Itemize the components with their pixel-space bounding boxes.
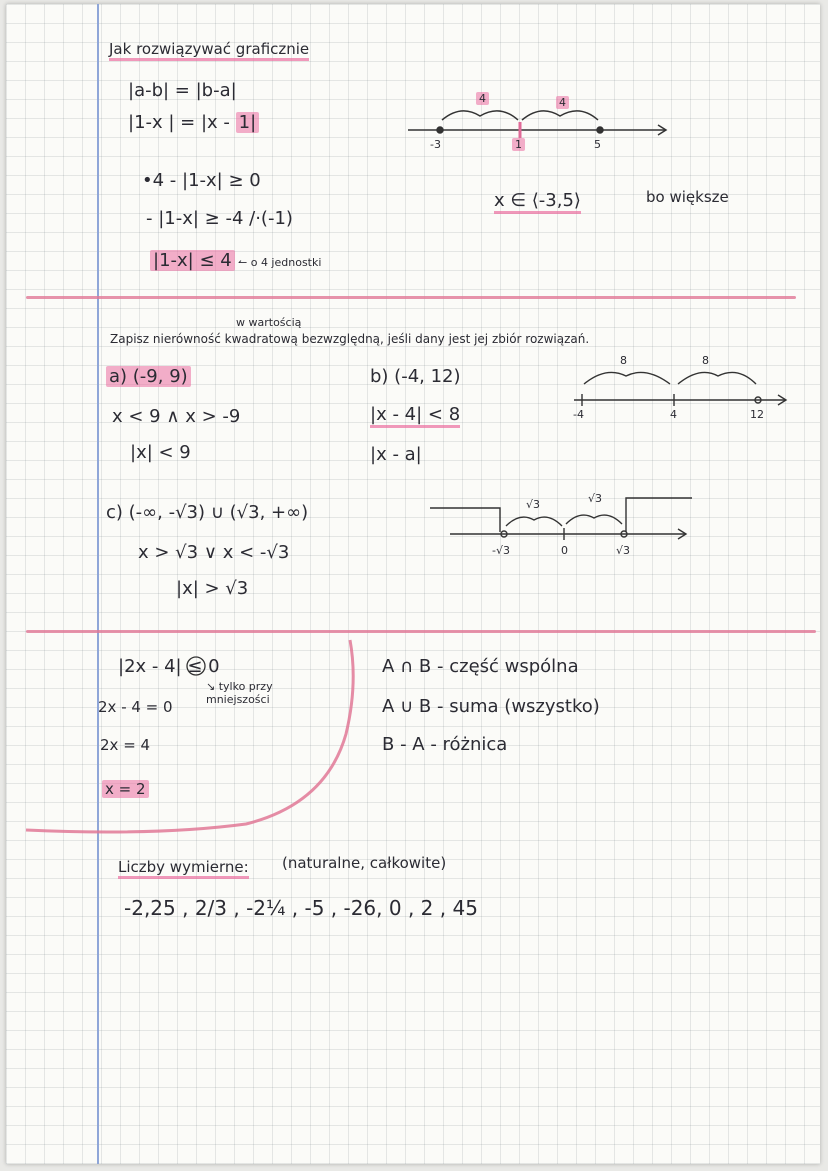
s4-title: Liczby wymierne: (118, 858, 249, 879)
task-text: Zapisz nierówność kwadratową bezwzględną, jeśli dany jest jej zbiór rozwiązań. (110, 332, 590, 346)
nl2-span-label-left: 8 (620, 354, 627, 367)
nl1-span-label-left: 4 (476, 92, 489, 105)
s3-l1: 2x - 4 = 0 (98, 698, 173, 716)
s3-l2: 2x = 4 (100, 736, 151, 754)
section1-title: Jak rozwiązywać graficznie (109, 40, 309, 61)
section1-ineq3-note: ↼ o 4 jednostki (238, 256, 322, 269)
nl1-label-5: 5 (594, 138, 601, 151)
nl2-label-12: 12 (750, 408, 764, 421)
set-intersection: A ∩ B - część wspólna (382, 656, 579, 677)
section3-curve (26, 640, 353, 832)
hand-drawings (6, 4, 820, 1164)
nl3-label-minus-sqrt3: -√3 (492, 544, 510, 557)
part-c-line2: |x| > √3 (176, 578, 249, 599)
section1-ineq1: •4 - |1-x| ≥ 0 (142, 170, 261, 191)
set-union: A ∪ B - suma (wszystko) (382, 696, 600, 717)
notebook-page (6, 4, 820, 1164)
nl3-label-0: 0 (561, 544, 568, 557)
part-c-label: c) (-∞, -√3) ∪ (√3, +∞) (106, 502, 309, 523)
nl1-label-minus3: -3 (430, 138, 441, 151)
section1-answer: x ∈ ⟨-3,5⟩ (494, 190, 581, 214)
task-above: w wartością (236, 316, 302, 329)
s3-note: ↘ tylko przy mniejszości (206, 680, 273, 706)
s3-l3: x = 2 (102, 780, 149, 798)
section1-eq2: |1-x | = |x - 1| (128, 112, 259, 133)
numberline-3 (430, 498, 692, 540)
s4-paren: (naturalne, całkowite) (282, 854, 447, 872)
part-b-line1: |x - 4| < 8 (370, 404, 460, 428)
section1-ineq2: - |1-x| ≥ -4 /·(-1) (146, 208, 293, 229)
part-a-label: a) (-9, 9) (106, 366, 191, 387)
nl1-span-label-right: 4 (556, 96, 569, 109)
nl3-label-sqrt3: √3 (616, 544, 631, 557)
nl3-span-label-right: √3 (588, 492, 603, 505)
nl2-label-minus4: -4 (573, 408, 584, 421)
nl2-span-label-right: 8 (702, 354, 709, 367)
s3-eq: |2x - 4| ≤ 0 (118, 656, 220, 677)
nl3-span-label-left: √3 (526, 498, 541, 511)
part-a-line1: x < 9 ∧ x > -9 (112, 406, 241, 427)
nl1-label-1: 1 (512, 138, 525, 151)
part-c-line1: x > √3 ∨ x < -√3 (138, 542, 290, 563)
set-difference: B - A - różnica (382, 734, 508, 755)
section1-ineq3: |1-x| ≤ 4 (150, 250, 235, 271)
section1-eq1: |a-b| = |b-a| (128, 80, 237, 101)
comparison-circle (187, 657, 205, 675)
numberline-1 (408, 111, 666, 138)
part-a-line2: |x| < 9 (130, 442, 191, 463)
part-b-line2: |x - a| (370, 444, 422, 465)
s4-list: -2,25 , 2/3 , -2¼ , -5 , -26, 0 , 2 , 45 (124, 896, 478, 920)
numberline-2 (574, 372, 786, 406)
part-b-label: b) (-4, 12) (370, 366, 461, 387)
section1-answer-note: bo większe (646, 188, 729, 206)
nl2-label-4: 4 (670, 408, 677, 421)
